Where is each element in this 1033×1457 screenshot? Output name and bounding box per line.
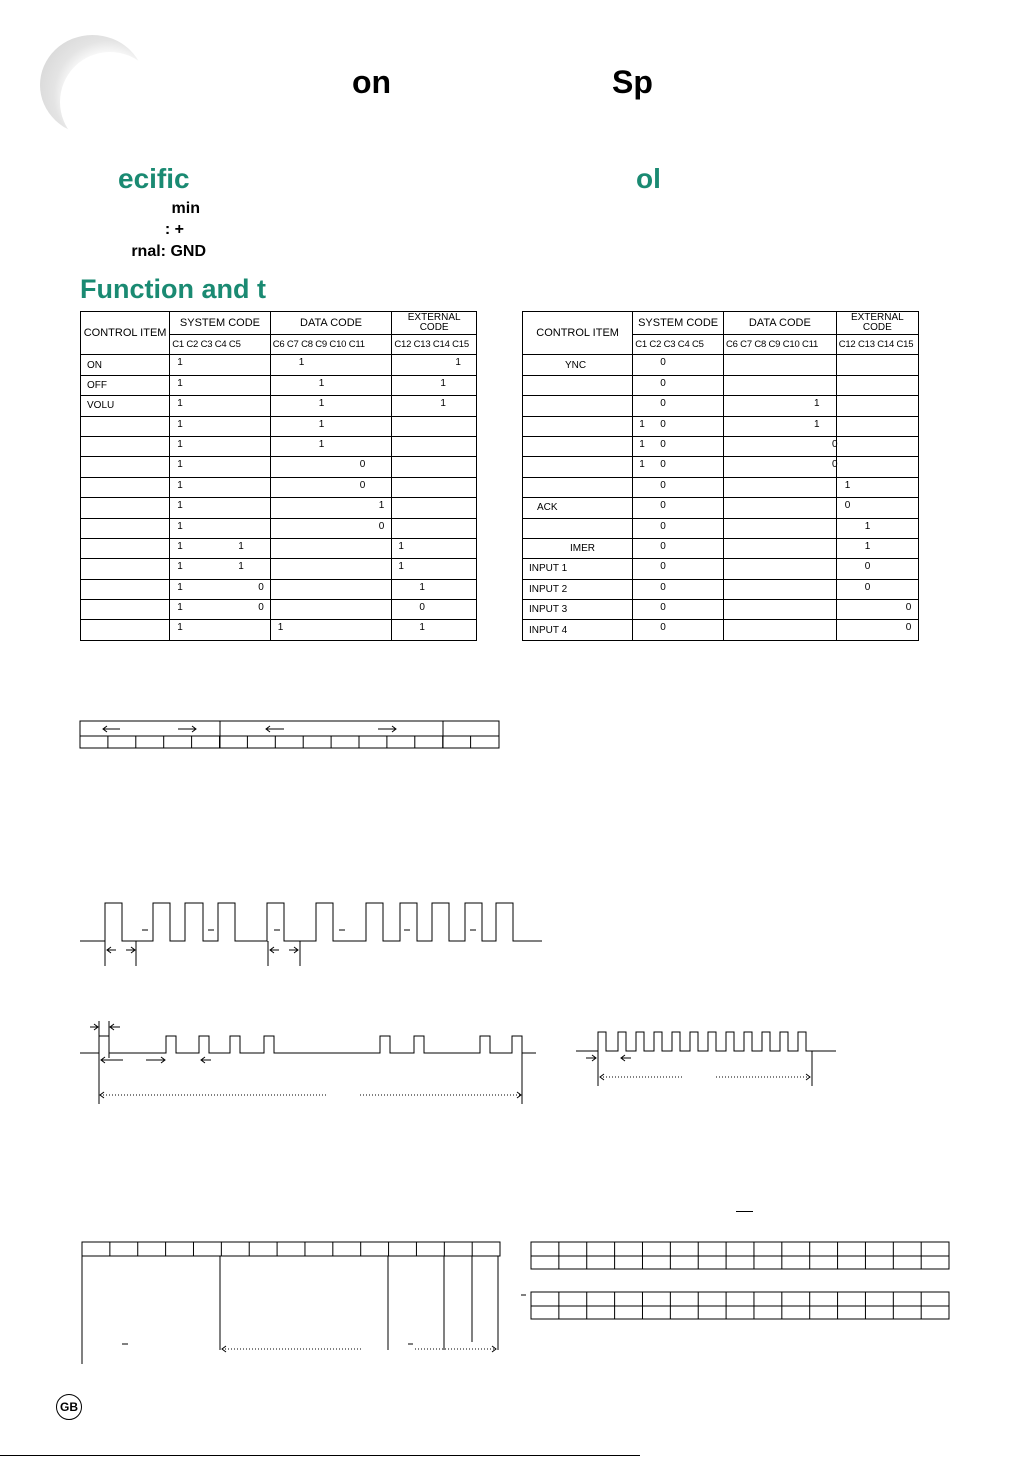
dat-cell	[270, 436, 392, 456]
bit-value: 1	[398, 561, 404, 573]
bit-value: 0	[864, 561, 871, 573]
code-table-right	[522, 311, 919, 641]
control-item-label	[81, 498, 170, 518]
control-item-label: INPUT 4	[523, 620, 633, 640]
spec-line-3: rnal: GND	[131, 243, 206, 260]
ext-cell	[836, 416, 918, 436]
ext-cell	[836, 498, 918, 518]
bit-value: 1	[844, 479, 851, 491]
dat-cell	[270, 477, 392, 497]
data-bits-header: C6 C7 C8 C9 C10 C11	[723, 335, 836, 355]
sys-cell	[633, 538, 724, 558]
dat-cell	[723, 355, 836, 375]
external-bits-header: C12 C13 C14 C15	[392, 335, 477, 355]
sys-cell	[170, 457, 271, 477]
dat-cell	[270, 416, 392, 436]
code-row	[523, 498, 919, 518]
code-row	[523, 457, 919, 477]
ext-cell	[836, 538, 918, 558]
code-row	[523, 436, 919, 456]
sys-cell	[170, 579, 271, 599]
bit-value: 1	[177, 602, 183, 614]
bit-value: 0	[660, 602, 666, 614]
region-badge: GB	[56, 1394, 82, 1420]
bit-value: 0	[660, 540, 666, 552]
dat-cell	[723, 498, 836, 518]
code-row	[523, 375, 919, 395]
control-item-label	[523, 436, 633, 456]
bit-value: 1	[177, 357, 183, 369]
sys-cell	[170, 518, 271, 538]
bit-value: 0	[660, 357, 666, 369]
bit-value: 0	[905, 622, 912, 634]
control-item-label	[81, 416, 170, 436]
ext-cell	[392, 559, 477, 579]
code-row	[81, 600, 477, 620]
dat-cell	[270, 355, 392, 375]
ext-cell	[836, 559, 918, 579]
code-row	[523, 396, 919, 416]
ext-cell	[836, 477, 918, 497]
code-row	[81, 436, 477, 456]
code-row	[523, 620, 919, 640]
sys-cell	[633, 396, 724, 416]
sys-cell	[633, 416, 724, 436]
bit-value: 1	[177, 622, 183, 634]
pulse-train-waveform	[78, 898, 548, 970]
dat-cell	[270, 396, 392, 416]
data-code-header: DATA CODE	[270, 312, 392, 335]
code-row	[81, 559, 477, 579]
ext-cell	[836, 620, 918, 640]
bit-value: 1	[177, 479, 183, 491]
code-row	[81, 579, 477, 599]
control-item-label: YNC	[523, 355, 633, 375]
bit-value: 1	[639, 459, 645, 471]
code-row	[523, 518, 919, 538]
dat-cell	[270, 457, 392, 477]
ext-cell	[836, 600, 918, 620]
bit-value: 1	[378, 500, 385, 512]
control-item-label: OFF	[81, 375, 170, 395]
bit-value: 0	[660, 500, 666, 512]
timing-waveform-right	[574, 1020, 844, 1092]
bit-value: 0	[378, 520, 385, 532]
timing-waveform-left	[78, 1018, 548, 1110]
code-row	[81, 355, 477, 375]
sys-cell	[170, 396, 271, 416]
control-item-label	[523, 375, 633, 395]
dat-cell	[270, 518, 392, 538]
control-item-label	[81, 477, 170, 497]
function-heading: Function and t	[80, 274, 266, 304]
corner-arc-mask	[60, 52, 160, 152]
external-code-header: EXTERNAL CODE	[836, 312, 918, 335]
dat-cell	[270, 620, 392, 640]
code-row	[81, 538, 477, 558]
bit-value: 1	[177, 418, 183, 430]
control-item-label	[81, 518, 170, 538]
ext-cell	[392, 457, 477, 477]
code-row	[81, 375, 477, 395]
control-item-label	[523, 477, 633, 497]
control-item-label	[523, 518, 633, 538]
bit-value: 0	[660, 479, 666, 491]
sys-cell	[633, 477, 724, 497]
bit-value: 1	[177, 377, 183, 389]
bit-value: 0	[831, 459, 838, 471]
spec-line-2: : +	[164, 221, 184, 238]
ext-cell	[392, 375, 477, 395]
ext-cell	[836, 436, 918, 456]
sys-cell	[633, 498, 724, 518]
bit-value: 1	[440, 398, 446, 410]
dat-cell	[723, 477, 836, 497]
bit-value: 1	[238, 540, 244, 552]
control-item-header: CONTROL ITEM	[523, 312, 633, 355]
ext-cell	[392, 600, 477, 620]
bit-value: 1	[639, 438, 645, 450]
ext-cell	[836, 396, 918, 416]
control-item-label: ACK	[523, 498, 633, 518]
bit-value: 1	[419, 622, 425, 634]
system-code-header: SYSTEM CODE	[170, 312, 271, 335]
bit-value: 0	[844, 500, 851, 512]
ext-cell	[392, 518, 477, 538]
bit-value: 0	[660, 520, 666, 532]
code-row	[81, 416, 477, 436]
bit-value: 0	[359, 459, 366, 471]
bit-value: 1	[440, 377, 446, 389]
sys-cell	[633, 620, 724, 640]
ext-cell	[836, 457, 918, 477]
bit-value: 0	[660, 622, 666, 634]
bit-value: 1	[277, 622, 284, 634]
control-item-label	[81, 457, 170, 477]
code-row	[81, 620, 477, 640]
dat-cell	[270, 538, 392, 558]
sys-cell	[170, 375, 271, 395]
code-row	[81, 396, 477, 416]
bit-value: 1	[419, 581, 425, 593]
code-row	[81, 518, 477, 538]
sys-cell	[170, 498, 271, 518]
code-row	[81, 498, 477, 518]
bit-value: 1	[813, 398, 820, 410]
sys-cell	[633, 436, 724, 456]
system-bits-header: C1 C2 C3 C4 C5	[633, 335, 724, 355]
code-row	[81, 457, 477, 477]
control-item-label: VOLU	[81, 396, 170, 416]
bit-value: 1	[864, 540, 871, 552]
control-item-label	[81, 436, 170, 456]
dat-cell	[723, 436, 836, 456]
bit-value: 1	[318, 377, 325, 389]
code-row	[523, 538, 919, 558]
bit-value: 1	[813, 418, 820, 430]
bit-value: 1	[318, 418, 325, 430]
bit-value: 0	[660, 561, 666, 573]
bit-value: 0	[419, 602, 425, 614]
sys-cell	[170, 416, 271, 436]
spec-heading-part1: ecific	[118, 163, 190, 194]
ext-cell	[392, 396, 477, 416]
bottom-rule	[0, 1455, 640, 1456]
bit-value: 0	[660, 459, 666, 471]
bit-value: 0	[660, 438, 666, 450]
sys-cell	[633, 375, 724, 395]
dat-cell	[723, 375, 836, 395]
bit-value: 0	[660, 377, 666, 389]
control-item-label: INPUT 2	[523, 579, 633, 599]
bit-value: 1	[177, 500, 183, 512]
dat-cell	[270, 375, 392, 395]
spec-heading-part2: ol	[636, 163, 661, 194]
bit-value: 0	[660, 398, 666, 410]
control-item-label: ON	[81, 355, 170, 375]
sys-cell	[633, 559, 724, 579]
sys-cell	[170, 620, 271, 640]
control-item-label: INPUT 3	[523, 600, 633, 620]
control-item-header: CONTROL ITEM	[81, 312, 170, 355]
dat-cell	[270, 579, 392, 599]
dat-cell	[723, 416, 836, 436]
dat-cell	[723, 620, 836, 640]
dat-cell	[723, 457, 836, 477]
external-code-header: EXTERNAL CODE	[392, 312, 477, 335]
external-bits-header: C12 C13 C14 C15	[836, 335, 918, 355]
sys-cell	[170, 600, 271, 620]
dat-cell	[723, 518, 836, 538]
sys-cell	[633, 355, 724, 375]
bit-value: 1	[318, 398, 325, 410]
control-item-label	[81, 600, 170, 620]
bit-value: 1	[318, 438, 325, 450]
sys-cell	[170, 559, 271, 579]
data-bits-header: C6 C7 C8 C9 C10 C11	[270, 335, 392, 355]
ext-cell	[392, 416, 477, 436]
page-title-part1: on	[352, 64, 392, 100]
ext-cell	[392, 355, 477, 375]
sys-cell	[170, 436, 271, 456]
control-item-label	[81, 559, 170, 579]
system-code-header: SYSTEM CODE	[633, 312, 724, 335]
bit-value: 0	[258, 602, 264, 614]
bit-grid-left	[80, 1240, 504, 1366]
bit-value: 1	[177, 459, 183, 471]
bit-value: 1	[177, 540, 183, 552]
data-code-header: DATA CODE	[723, 312, 836, 335]
code-row	[523, 579, 919, 599]
dat-cell	[723, 579, 836, 599]
code-row	[523, 600, 919, 620]
dat-cell	[723, 600, 836, 620]
sys-cell	[633, 457, 724, 477]
dat-cell	[723, 538, 836, 558]
dat-cell	[723, 559, 836, 579]
bit-value: 0	[359, 479, 366, 491]
sys-cell	[633, 579, 724, 599]
dat-cell	[723, 396, 836, 416]
ext-cell	[836, 375, 918, 395]
control-item-label: IMER	[523, 538, 633, 558]
bit-value: 0	[831, 438, 838, 450]
code-table-left	[80, 311, 477, 641]
bit-value: 0	[905, 602, 912, 614]
code-row	[523, 416, 919, 436]
bit-value: 1	[177, 520, 183, 532]
sys-cell	[170, 538, 271, 558]
control-item-label	[523, 396, 633, 416]
bit-value: 1	[398, 540, 404, 552]
bit-value: 0	[258, 581, 264, 593]
bit-value: 1	[177, 398, 183, 410]
bit-grid-right	[519, 1238, 955, 1324]
bit-value: 1	[177, 581, 183, 593]
dat-cell	[270, 498, 392, 518]
code-row	[81, 477, 477, 497]
ext-cell	[392, 538, 477, 558]
dat-cell	[270, 600, 392, 620]
control-item-label	[81, 620, 170, 640]
bit-value: 1	[639, 418, 645, 430]
bit-value: 0	[660, 581, 666, 593]
ext-cell	[392, 579, 477, 599]
control-item-label	[523, 416, 633, 436]
bit-value: 0	[660, 418, 666, 430]
code-row	[523, 559, 919, 579]
system-bits-header: C1 C2 C3 C4 C5	[170, 335, 271, 355]
control-item-label	[81, 579, 170, 599]
ext-cell	[836, 355, 918, 375]
code-row	[523, 477, 919, 497]
page-title-part2: Sp	[612, 64, 653, 100]
dat-cell	[270, 559, 392, 579]
sys-cell	[633, 600, 724, 620]
ext-cell	[392, 498, 477, 518]
control-item-label	[523, 457, 633, 477]
ext-cell	[836, 579, 918, 599]
ext-cell	[392, 477, 477, 497]
bit-frame-diagram	[78, 718, 503, 752]
ext-cell	[392, 620, 477, 640]
spec-line-1: min	[171, 200, 200, 217]
control-item-label: INPUT 1	[523, 559, 633, 579]
bit-value: 1	[177, 438, 183, 450]
bit-value: 1	[298, 357, 305, 369]
code-row	[523, 355, 919, 375]
sys-cell	[633, 518, 724, 538]
sys-cell	[170, 477, 271, 497]
bit-value: 0	[864, 581, 871, 593]
ext-cell	[836, 518, 918, 538]
control-item-label	[81, 538, 170, 558]
bit-value: 1	[177, 561, 183, 573]
ext-cell	[392, 436, 477, 456]
sys-cell	[170, 355, 271, 375]
bit-value: 1	[455, 357, 461, 369]
bit-value: 1	[238, 561, 244, 573]
overline-mark	[736, 1211, 753, 1212]
bit-value: 1	[864, 520, 871, 532]
